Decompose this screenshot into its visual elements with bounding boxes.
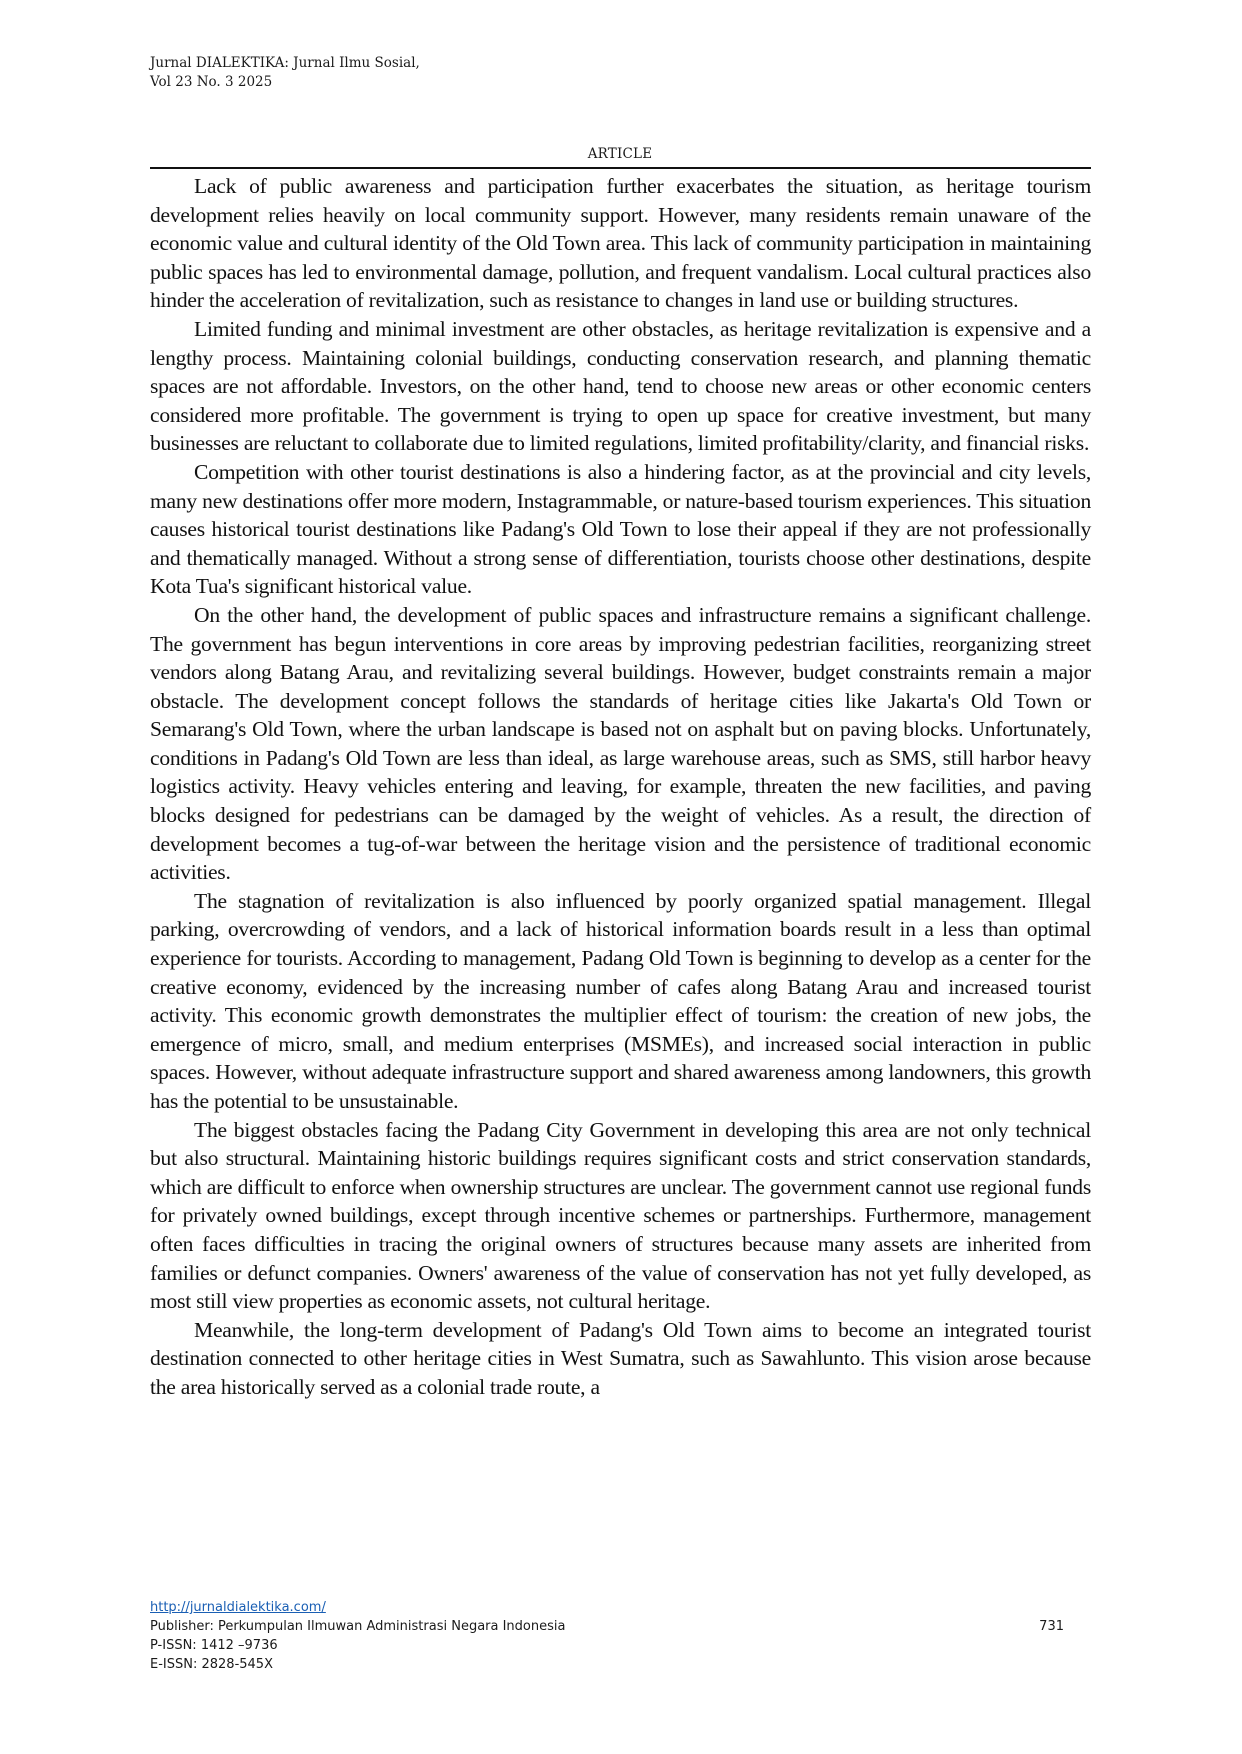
journal-volume: Vol 23 No. 3 2025: [150, 74, 273, 90]
paragraph-community-awareness: Lack of public awareness and participation further exacerbates the situation, as heritage tourism development relies heavily on local community support. However, many residents remain unaware of the economic value and cultural identity of the Old Town area. This lack of community participation in maintaining public spaces has led to environmental damage, pollution, and frequent vandalism. Local cultural practices also hinder the acceleration of revitalization, such as resistance to changes in land use or building structures.: [150, 174, 1091, 313]
journal-title: Jurnal DIALEKTIKA: Jurnal Ilmu Sosial,: [150, 55, 420, 71]
publisher-text: Publisher: Perkumpulan Ilmuwan Administrasi Negara Indonesia: [150, 1619, 566, 1634]
paragraph-spatial-management: The stagnation of revitalization is also influenced by poorly organized spatial management. Illegal parking, overcrowding of vendors, and a lack of historical information boards result in a less than optimal experience for tourists. According to management, Padang Old Town is beginning to develop as a center for the creative economy, evidenced by the increasing number of cafes along Batang Arau and increased tourist activity. This economic growth demonstrates the multiplier effect of tourism: the creation of new jobs, the emergence of micro, small, and medium enterprises (MSMEs), and increased social interaction in public spaces. However, without adequate infrastructure support and shared awareness among landowners, this growth has the potential to be unsustainable.: [150, 888, 1091, 1113]
page-footer: [150, 1598, 1091, 1674]
paragraph-competition: Competition with other tourist destinations is also a hindering factor, as at the provincial and city levels, many new destinations offer more modern, Instagrammable, or nature-based tourism experiences. This situation causes historical tourist destinations like Padang's Old Town to lose their appeal if they are not professionally and thematically managed. Without a strong sense of differentiation, tourists choose other destinations, despite Kota Tua's significant historical value.: [150, 459, 1091, 599]
running-header: [150, 54, 420, 92]
header-rule: [150, 167, 1091, 169]
journal-website-link[interactable]: http://jurnaldialektika.com/: [150, 1600, 326, 1615]
paragraph-funding-investment: Limited funding and minimal investment are other obstacles, as heritage revitalization is expensive and a lengthy process. Maintaining colonial buildings, conducting conservation research, and planning thematic spaces are not affordable. Investors, on the other hand, tend to choose new areas or other economic centers considered more profitable. The government is trying to open up space for creative investment, but many businesses are reluctant to collaborate due to limited regulations, limited profitability/clarity, and financial risks.: [150, 316, 1091, 456]
electronic-issn: E-ISSN: 2828-545X: [150, 1657, 273, 1672]
page-number: 731: [1039, 1619, 1064, 1634]
paragraph-structural-obstacles: The biggest obstacles facing the Padang City Government in developing this area are not only technical but also structural. Maintaining historic buildings requires significant costs and strict conservation standards, which are difficult to enforce when ownership structures are unclear. The government cannot use regional funds for privately owned buildings, except through incentive schemes or partnerships. Furthermore, management often faces difficulties in tracing the original owners of structures because many assets are inherited from families or defunct companies. Owners' awareness of the value of conservation has not yet fully developed, as most still view properties as economic assets, not cultural heritage.: [150, 1117, 1091, 1314]
section-label: ARTICLE: [587, 146, 653, 162]
paragraph-infrastructure: On the other hand, the development of public spaces and infrastructure remains a significant challenge. The government has begun interventions in core areas by improving pedestrian facilities, reorganizing street vendors along Batang Arau, and revitalizing several buildings. However, budget constraints remain a major obstacle. The development concept follows the standards of heritage cities like Jakarta's Old Town or Semarang's Old Town, where the urban landscape is based not on asphalt but on paving blocks. Unfortunately, conditions in Padang's Old Town are less than ideal, as large warehouse areas, such as SMS, still harbor heavy logistics activity. Heavy vehicles entering and leaving, for example, threaten the new facilities, and paving blocks designed for pedestrians can be damaged by the weight of vehicles. As a result, the direction of development becomes a tug-of-war between the heritage vision and the persistence of traditional economic activities.: [150, 602, 1091, 885]
print-issn: P-ISSN: 1412 –9736: [150, 1638, 278, 1653]
article-body: [150, 172, 1091, 1402]
paragraph-long-term-vision: Meanwhile, the long-term development of Padang's Old Town aims to become an integrated tourist destination connected to other heritage cities in West Sumatra, such as Sawahlunto. This vision arose because the area historically served as a colonial trade route, a: [150, 1317, 1091, 1399]
